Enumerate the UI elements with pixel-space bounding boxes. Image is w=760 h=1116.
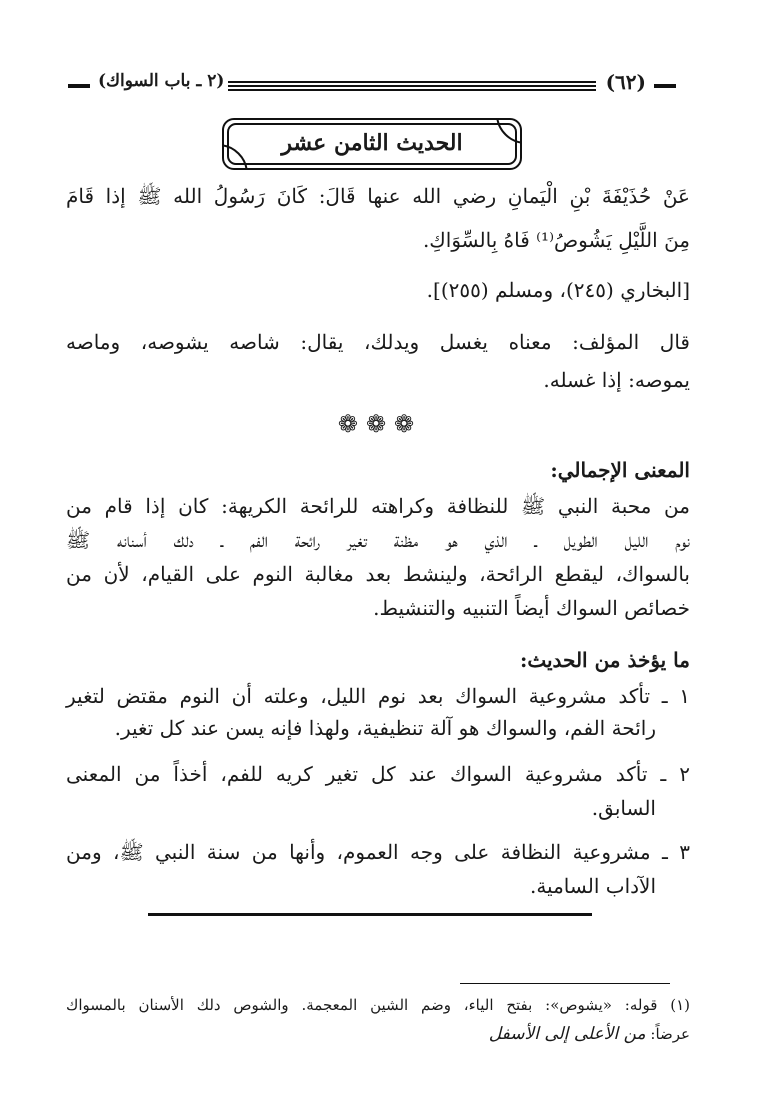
- paragraph-line: من محبة النبي ﷺ للنظافة وكراهته للرائحة الكريهة: كان إذا قام من: [66, 494, 690, 518]
- general-meaning-heading: المعنى الإجمالي:: [550, 458, 690, 482]
- hadith-source: [البخاري (٢٤٥)، ومسلم (٢٥٥)].: [426, 278, 690, 302]
- running-header: [68, 70, 676, 100]
- lesson-item-1: ١ ـ تأكد مشروعية السواك بعد نوم الليل، وعلته أن النوم مقتض لتغير: [66, 684, 690, 708]
- section-separator: ❁❁❁: [337, 410, 423, 438]
- paragraph-line: نوم الليل الطويل ـ الذي هو مظنة تغير رائحة الفم ـ دلك أسنانه ﷺ: [66, 528, 691, 552]
- section-title-frame: [222, 118, 522, 170]
- author-note-line-1: قال المؤلف: معناه يغسل ويدلك، يقال: شاصه يشوصه، وماصه: [66, 330, 690, 354]
- hadith-line-2: مِنَ اللَّيْلِ يَشُوصُ⁽¹⁾ فَاهُ بِالسِّوَاكِ.: [422, 228, 690, 252]
- section-title: الحديث الثامن عشر: [281, 130, 463, 156]
- lesson-item-3: ٣ ـ مشروعية النظافة على وجه العموم، وأنها من سنة النبي ﷺ، ومن: [66, 840, 690, 864]
- lesson-item-1-continued: رائحة الفم، والسواك هو آلة تنظيفية، ولهذا فإنه يسن عند كل تغير.: [114, 716, 656, 740]
- chapter-title: (٢ ـ باب السواك): [98, 71, 225, 91]
- footnote-line-1: (١) قوله: «يشوص»: بفتح الياء، وضم الشين المعجمة. والشوص دلك الأسنان بالمسواك: [66, 996, 690, 1014]
- footnote-printed-text: عرضاً:: [650, 1025, 690, 1043]
- footnote-separator: [460, 983, 670, 984]
- lesson-item-2: ٢ ـ تأكد مشروعية السواك عند كل تغير كريه للفم، أخذاً من المعنى: [66, 762, 690, 786]
- hadith-line-1: عَنْ حُذَيْفَةَ بْنِ الْيَمانِ رضي الله عنها قَالَ: كَانَ رَسُولُ الله ﷺ إذا قَامَ: [66, 184, 690, 208]
- page-number: (٦٢): [605, 70, 646, 94]
- header-ornament-right: [654, 84, 676, 88]
- handwritten-annotation: من الأعلى إلى الأسفل: [488, 1024, 646, 1044]
- lessons-heading: ما يؤخذ من الحديث:: [519, 648, 690, 672]
- paragraph-line: خصائص السواك أيضاً التنبيه والتنشيط.: [373, 596, 690, 620]
- footnote-line-2: [66, 1024, 690, 1044]
- author-note-line-2: يموصه: إذا غسله.: [543, 368, 690, 392]
- header-double-rule: [228, 81, 596, 91]
- paragraph-line: بالسواك، ليقطع الرائحة، ولينشط بعد مغالبة النوم على القيام، لأن من: [66, 562, 690, 586]
- end-of-text-rule: [148, 913, 592, 916]
- lesson-item-2-continued: السابق.: [591, 796, 656, 820]
- header-ornament-left: [68, 84, 90, 88]
- lesson-item-3-continued: الآداب السامية.: [529, 874, 656, 898]
